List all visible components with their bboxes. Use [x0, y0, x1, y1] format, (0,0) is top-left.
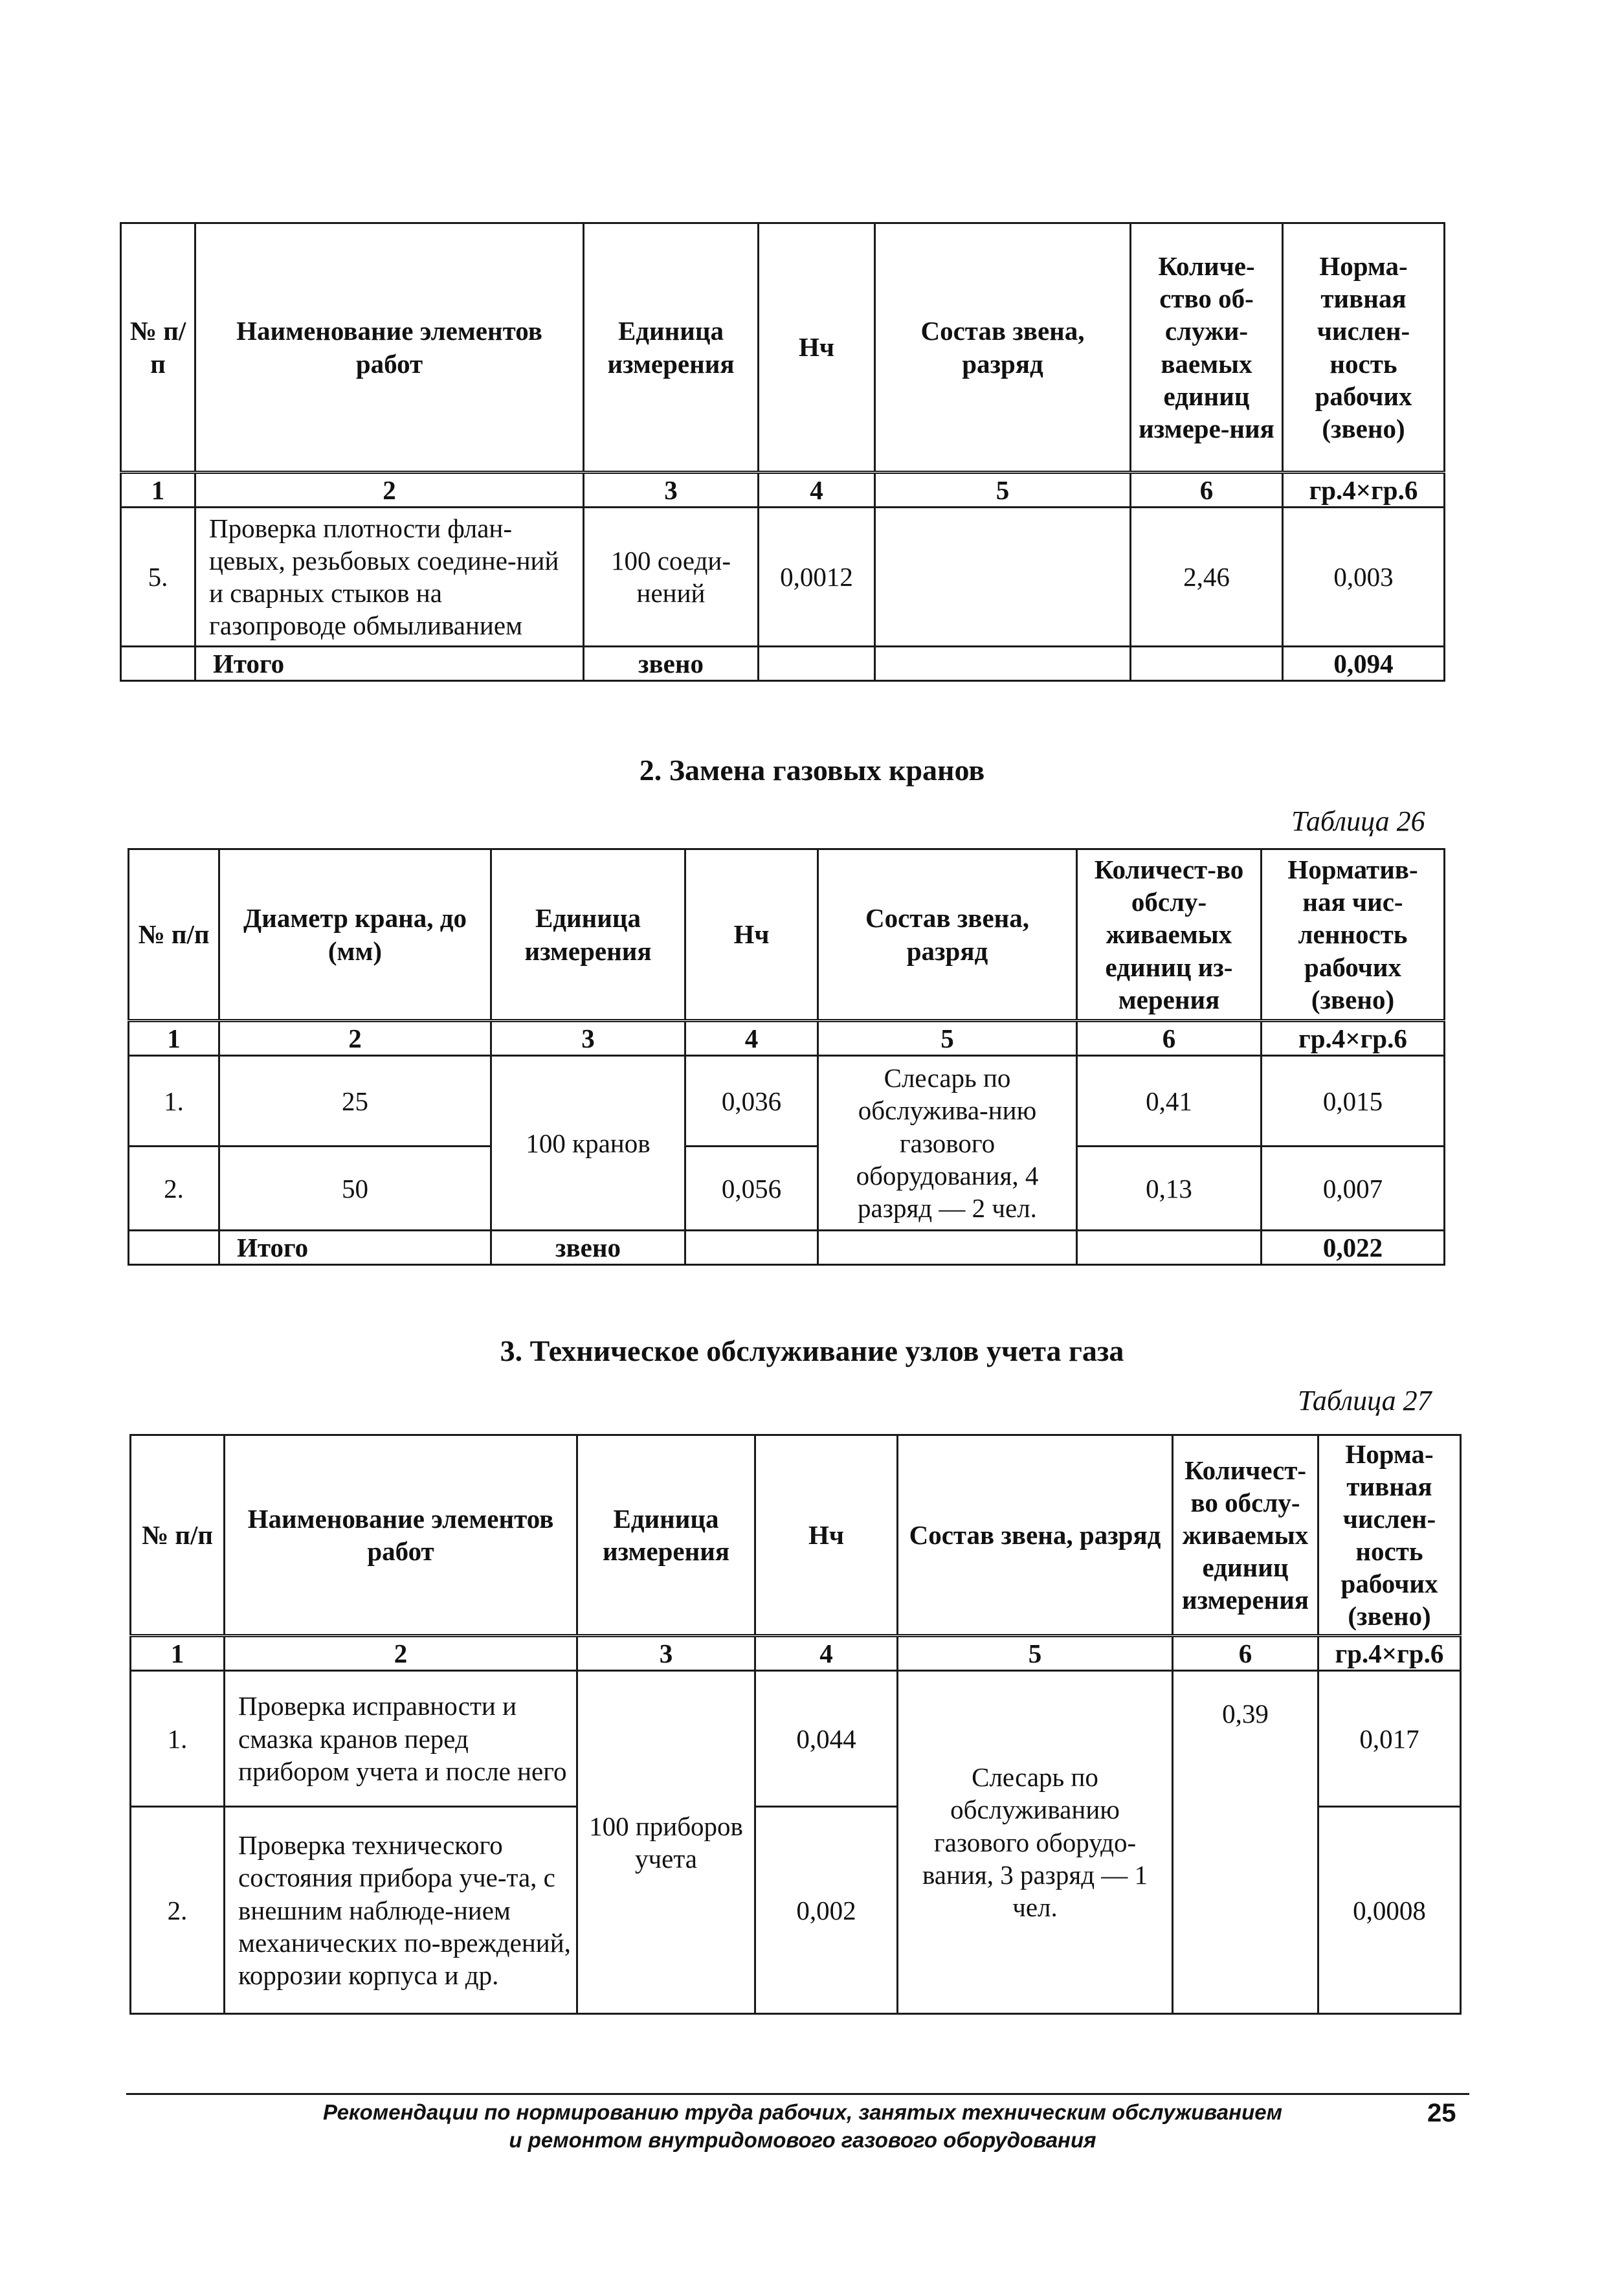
- col-header-qty: Количест-во обслу-живаемых единиц измерения: [1173, 1435, 1318, 1636]
- col-header-name: Наименование элементов работ: [195, 223, 584, 473]
- col-header-crew: Состав звена, разряд: [898, 1435, 1173, 1636]
- footer-line-2: и ремонтом внутридомового газового оборудования: [509, 2127, 1096, 2152]
- col-number: 1: [121, 473, 195, 508]
- col-header-name: Наименование элементов работ: [225, 1435, 577, 1636]
- total-unit: звено: [491, 1231, 685, 1265]
- total-row: [129, 1231, 1445, 1265]
- col-header-nch: Нч: [755, 1435, 898, 1636]
- col-number: 3: [491, 1021, 685, 1056]
- table-row: [121, 508, 1445, 647]
- row-norm: 0,015: [1262, 1056, 1445, 1147]
- row-name: Проверка технического состояния прибора уче-та, с внешним наблюде-нием механических по-вреждений, коррозии корпуса и др.: [225, 1807, 577, 2014]
- col-header-norm: Норма-тивная числен-ность рабочих (звено): [1318, 1435, 1461, 1636]
- table-row: [131, 1671, 1461, 1807]
- row-nch: 0,002: [755, 1807, 898, 2014]
- col-header-crew: Состав звена, разряд: [875, 223, 1131, 473]
- table-27: [129, 1434, 1462, 2015]
- col-header-norm: Норматив-ная чис-ленность рабочих (звено): [1262, 849, 1445, 1021]
- table-27-caption: Таблица 27: [1298, 1385, 1432, 1416]
- row-qty: 0,41: [1077, 1056, 1262, 1147]
- col-header-num: № п/п: [121, 223, 195, 473]
- footer-text: [272, 2099, 1333, 2155]
- col-header-nch: Нч: [759, 223, 875, 473]
- row-diameter: 25: [219, 1056, 491, 1147]
- col-number: 5: [898, 1636, 1173, 1671]
- total-norm: 0,094: [1283, 647, 1445, 681]
- col-number: 2: [195, 473, 584, 508]
- col-number: 6: [1131, 473, 1283, 508]
- table-row: [129, 1056, 1445, 1147]
- col-number: гр.4×гр.6: [1318, 1636, 1461, 1671]
- footer-divider: [126, 2093, 1469, 2095]
- footer-line-1: Рекомендации по нормированию труда рабочих, занятых техническим обслуживанием: [323, 2100, 1282, 2124]
- col-number: 6: [1173, 1636, 1318, 1671]
- row-nch: 0,044: [755, 1671, 898, 1807]
- column-numbers-row: [129, 1021, 1445, 1056]
- col-number: 3: [577, 1636, 755, 1671]
- col-number: 6: [1077, 1021, 1262, 1056]
- col-number: 3: [584, 473, 759, 508]
- shared-crew: Слесарь по обслуживанию газового оборудо-вания, 3 разряд — 1 чел.: [898, 1671, 1173, 2014]
- row-diameter: 50: [219, 1147, 491, 1231]
- col-header-unit: Единица измерения: [577, 1435, 755, 1636]
- col-number: 4: [685, 1021, 818, 1056]
- shared-qty: 0,39: [1173, 1671, 1318, 2014]
- table-row: [129, 1147, 1445, 1231]
- row-name: Проверка исправности и смазка кранов перед прибором учета и после него: [225, 1671, 577, 1807]
- total-label: Итого: [195, 647, 584, 681]
- row-norm: 0,0008: [1318, 1807, 1461, 2014]
- shared-unit: 100 кранов: [491, 1056, 685, 1231]
- table-continuation: [120, 222, 1445, 682]
- row-qty: 0,13: [1077, 1147, 1262, 1231]
- col-header-num: № п/п: [131, 1435, 225, 1636]
- col-header-unit: Единица измерения: [584, 223, 759, 473]
- col-number: гр.4×гр.6: [1283, 473, 1445, 508]
- column-numbers-row: [131, 1636, 1461, 1671]
- row-name: Проверка плотности флан-цевых, резьбовых соедине-ний и сварных стыков на газопроводе обмыливанием: [195, 508, 584, 647]
- table-26-caption: Таблица 26: [1291, 805, 1425, 837]
- row-num: 5.: [121, 508, 195, 647]
- total-unit: звено: [584, 647, 759, 681]
- col-header-norm: Норма-тивная числен-ность рабочих (звено): [1283, 223, 1445, 473]
- col-number: 5: [818, 1021, 1077, 1056]
- col-header-diameter: Диаметр крана, до (мм): [219, 849, 491, 1021]
- col-number: 5: [875, 473, 1131, 508]
- col-header-num: № п/п: [129, 849, 219, 1021]
- section-2-title: 2. Замена газовых кранов: [639, 754, 985, 787]
- row-crew: [875, 508, 1131, 647]
- col-header-qty: Количе-ство об-служи-ваемых единиц измере-ния: [1131, 223, 1283, 473]
- total-row: [121, 647, 1445, 681]
- row-nch: 0,0012: [759, 508, 875, 647]
- shared-unit: 100 приборов учета: [577, 1671, 755, 2014]
- col-number: гр.4×гр.6: [1262, 1021, 1445, 1056]
- column-numbers-row: [121, 473, 1445, 508]
- row-nch: 0,056: [685, 1147, 818, 1231]
- page-number: 25: [1427, 2099, 1456, 2127]
- col-number: 2: [225, 1636, 577, 1671]
- table-26: [128, 848, 1445, 1266]
- row-norm: 0,007: [1262, 1147, 1445, 1231]
- row-unit: 100 соеди-нений: [584, 508, 759, 647]
- row-num: 2.: [131, 1807, 225, 2014]
- row-norm: 0,003: [1283, 508, 1445, 647]
- total-norm: 0,022: [1262, 1231, 1445, 1265]
- col-header-unit: Единица измерения: [491, 849, 685, 1021]
- col-number: 2: [219, 1021, 491, 1056]
- col-number: 4: [759, 473, 875, 508]
- row-num: 1.: [129, 1056, 219, 1147]
- row-num: 2.: [129, 1147, 219, 1231]
- total-label: Итого: [219, 1231, 491, 1265]
- col-number: 4: [755, 1636, 898, 1671]
- row-num: 1.: [131, 1671, 225, 1807]
- col-number: 1: [129, 1021, 219, 1056]
- row-qty: 2,46: [1131, 508, 1283, 647]
- section-3-title: 3. Техническое обслуживание узлов учета газа: [500, 1334, 1124, 1367]
- col-number: 1: [131, 1636, 225, 1671]
- row-norm: 0,017: [1318, 1671, 1461, 1807]
- col-header-crew: Состав звена, разряд: [818, 849, 1077, 1021]
- row-nch: 0,036: [685, 1056, 818, 1147]
- col-header-nch: Нч: [685, 849, 818, 1021]
- shared-crew: Слесарь по обслужива-нию газового оборудования, 4 разряд — 2 чел.: [818, 1056, 1077, 1231]
- col-header-qty: Количест-во обслу-живаемых единиц из-мерения: [1077, 849, 1262, 1021]
